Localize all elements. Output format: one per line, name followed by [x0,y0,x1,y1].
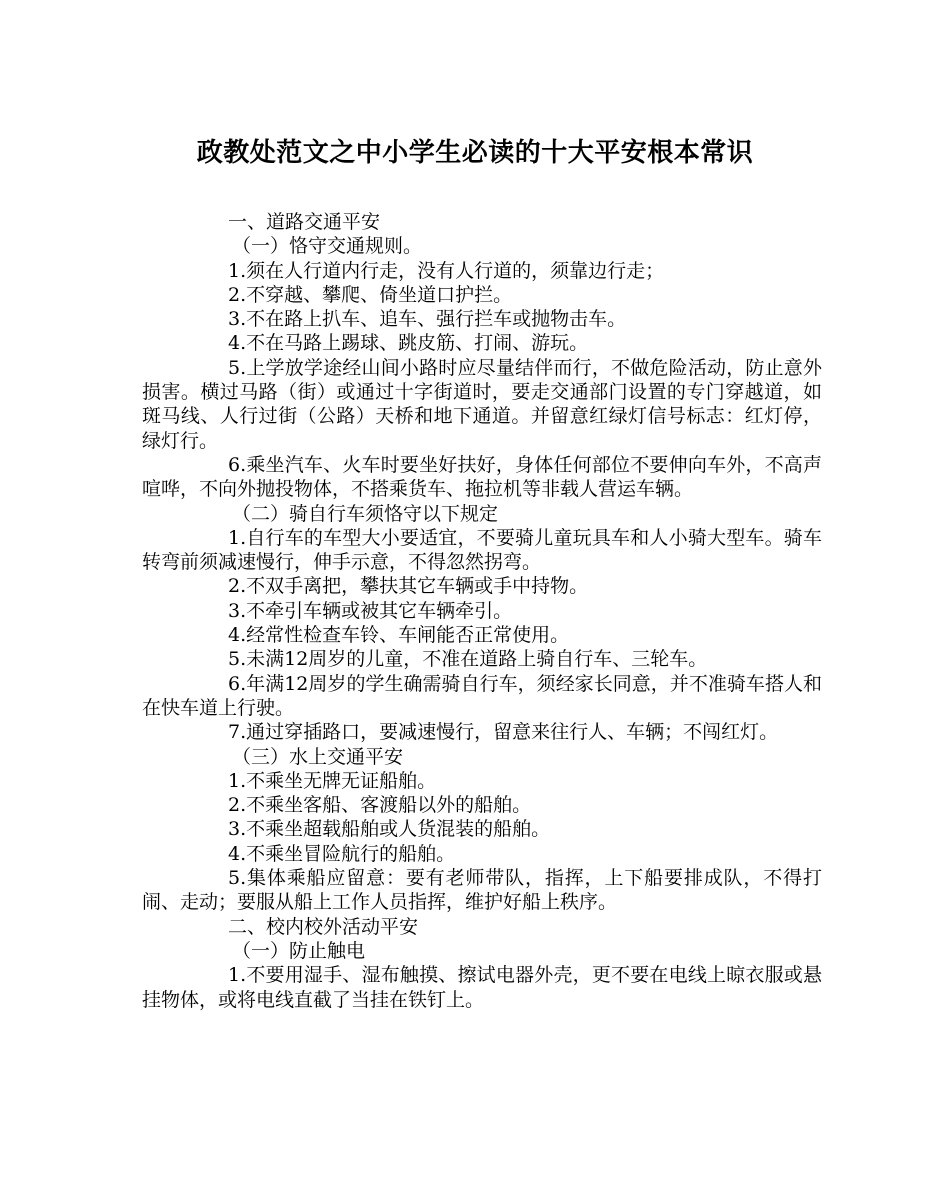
document-body [142,210,822,1012]
paragraph-item: 5.上学放学途经山间小路时应尽量结伴而行，不做危险活动，防止意外损害。横过马路（街）或通过十字街道时，要走交通部门设置的专门穿越道，如斑马线、人行过街（公路）天桥和地下通道。并留意红绿灯信号标志：红灯停，绿灯行。 [142,356,822,452]
paragraph-item: 4.不乘坐冒险航行的船舶。 [228,842,456,865]
paragraph-item: 3.不牵引车辆或被其它车辆牵引。 [228,599,513,622]
paragraph-item: 4.不在马路上踢球、跳皮筋、打闹、游玩。 [228,332,589,355]
paragraph-subheading: （三）水上交通平安 [232,745,404,768]
paragraph-item: 3.不在路上扒车、追车、强行拦车或抛物击车。 [228,308,627,331]
paragraph-item: 1.不乘坐无牌无证船舶。 [228,769,437,792]
paragraph-heading: 二、校内校外活动平安 [228,915,419,938]
paragraph-item: 5.集体乘船应留意：要有老师带队，指挥，上下船要排成队，不得打闹、走动；要服从船上工作人员指挥，维护好船上秩序。 [142,867,822,914]
paragraph-item: 2.不双手离把，攀扶其它车辆或手中持物。 [228,575,589,598]
paragraph-item: 5.未满12周岁的儿童，不准在道路上骑自行车、三轮车。 [228,648,708,671]
paragraph-item: 6.年满12周岁的学生确需骑自行车，须经家长同意，并不准骑车搭人和在快车道上行驶。 [142,672,822,719]
paragraph-item: 2.不穿越、攀爬、倚坐道口护拦。 [228,283,513,306]
paragraph-item: 1.自行车的车型大小要适宜，不要骑儿童玩具车和人小骑大型车。骑车转弯前须减速慢行，伸手示意，不得忽然拐弯。 [142,526,822,574]
paragraph-item: 3.不乘坐超载船舶或人货混装的船舶。 [228,818,551,841]
paragraph-item: 7.通过穿插路口，要减速慢行，留意来往行人、车辆；不闯红灯。 [228,721,779,744]
paragraph-item: 4.经常性检查车铃、车闸能否正常使用。 [228,624,570,647]
paragraph-item: 2.不乘坐客船、客渡船以外的船舶。 [228,794,532,817]
paragraph-subheading: （二）骑自行车须恪守以下规定 [232,502,499,525]
paragraph-subheading: （一）防止触电 [232,939,366,962]
paragraph-item: 1.须在人行道内行走，没有人行道的，须靠边行走； [228,259,665,282]
document-title: 政教处范文之中小学生必读的十大平安根本常识 [196,138,754,168]
paragraph-item: 6.乘坐汽车、火车时要坐好扶好，身体任何部位不要伸向车外，不高声喧哗，不向外抛投物体，不搭乘货车、拖拉机等非载人营运车辆。 [142,453,822,501]
paragraph-item: 1.不要用湿手、湿布触摸、擦试电器外壳，更不要在电线上晾衣服或悬挂物体，或将电线直截了当挂在铁钉上。 [142,964,822,1011]
paragraph-subheading: （一）恪守交通规则。 [232,235,423,258]
paragraph-heading: 一、道路交通平安 [228,211,381,233]
